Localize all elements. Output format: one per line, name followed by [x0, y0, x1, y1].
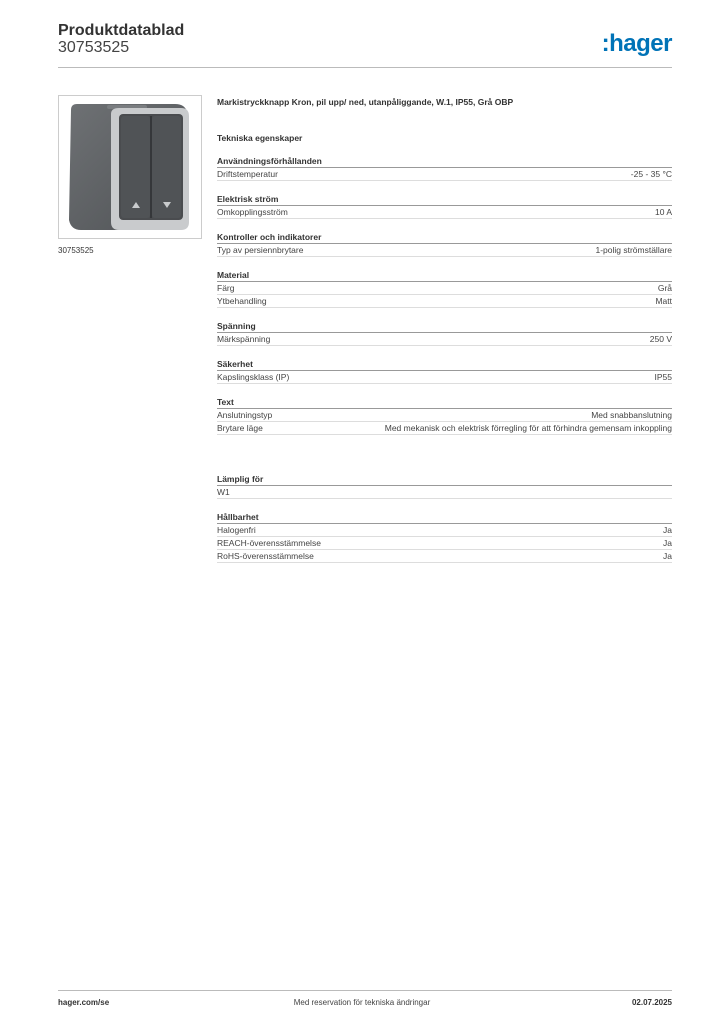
footer-divider	[58, 990, 672, 991]
group-safety	[217, 359, 672, 384]
spec-row	[217, 422, 672, 435]
spec-content	[217, 97, 672, 563]
spec-row	[217, 409, 672, 422]
footer-website[interactable]: hager.com/se	[58, 998, 110, 1007]
spec-value: 10 A	[654, 207, 672, 217]
group-title: Kontroller och indikatorer	[217, 232, 672, 244]
spec-row	[217, 486, 672, 499]
group-material	[217, 270, 672, 308]
group-title: Hållbarhet	[217, 512, 672, 524]
spec-value: Matt	[655, 296, 672, 306]
spec-value: IP55	[654, 372, 672, 382]
spec-value: Ja	[663, 525, 672, 535]
group-voltage	[217, 321, 672, 346]
specs-heading: Tekniska egenskaper	[217, 133, 303, 143]
spec-value: 250 V	[649, 334, 672, 344]
spec-row	[217, 550, 672, 563]
footer-date: 02.07.2025	[631, 998, 672, 1007]
group-usage-conditions	[217, 156, 672, 181]
spec-row	[217, 295, 672, 308]
section-spacer	[217, 435, 672, 461]
spec-row	[217, 168, 672, 181]
spec-label: Halogenfri	[217, 525, 256, 535]
page-title: Produktdatablad	[58, 22, 185, 39]
group-title: Spänning	[217, 321, 672, 333]
spec-row	[217, 244, 672, 257]
spec-value: Grå	[657, 283, 672, 293]
product-image	[58, 95, 202, 239]
group-title: Text	[217, 397, 672, 409]
spec-value: Ja	[663, 551, 672, 561]
group-suitable-for	[217, 474, 672, 499]
spec-label: Typ av persiennbrytare	[217, 245, 304, 255]
spec-value: Med mekanisk och elektrisk förregling för att förhindra gemensam inkoppling	[384, 423, 672, 433]
spec-value: Ja	[663, 538, 672, 548]
spec-row	[217, 524, 672, 537]
spec-row	[217, 537, 672, 550]
spec-value: 1-polig strömställare	[595, 245, 672, 255]
group-title: Lämplig för	[217, 474, 672, 486]
spec-label: Märkspänning	[217, 334, 271, 344]
spec-label: W1	[217, 487, 230, 497]
switch-illustration	[59, 96, 203, 240]
group-text	[217, 397, 672, 435]
spec-label: Anslutningstyp	[217, 410, 273, 420]
spec-label: Färg	[217, 283, 235, 293]
spec-row	[217, 371, 672, 384]
group-sustainability	[217, 512, 672, 563]
spec-value: Med snabbanslutning	[591, 410, 672, 420]
spec-label: Ytbehandling	[217, 296, 267, 306]
spec-row	[217, 206, 672, 219]
image-caption: 30753525	[58, 246, 94, 255]
spec-label: Driftstemperatur	[217, 169, 278, 179]
spec-label: RoHS-överensstämmelse	[217, 551, 314, 561]
spec-label: Omkopplingsström	[217, 207, 288, 217]
spec-row	[217, 282, 672, 295]
spec-label: Brytare läge	[217, 423, 263, 433]
spec-row	[217, 333, 672, 346]
group-title: Material	[217, 270, 672, 282]
hager-logo: :hager	[601, 30, 672, 57]
spec-label: Kapslingsklass (IP)	[217, 372, 290, 382]
group-electric-current	[217, 194, 672, 219]
footer-notice: Med reservation för tekniska ändringar	[293, 998, 431, 1007]
spec-label: REACH-överensstämmelse	[217, 538, 321, 548]
spec-value: -25 - 35 °C	[630, 169, 672, 179]
product-code: 30753525	[58, 39, 130, 56]
group-title: Elektrisk ström	[217, 194, 672, 206]
product-description: Markistryckknapp Kron, pil upp/ ned, utanpåliggande, W.1, IP55, Grå OBP	[217, 97, 514, 107]
group-controls	[217, 232, 672, 257]
header-divider	[58, 67, 672, 68]
group-title: Användningsförhållanden	[217, 156, 672, 168]
group-title: Säkerhet	[217, 359, 672, 371]
